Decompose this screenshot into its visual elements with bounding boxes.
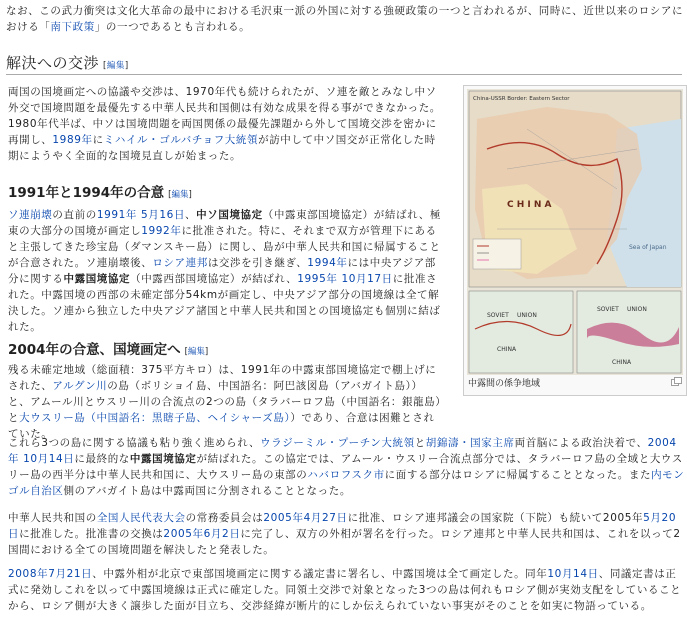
link-1994[interactable]: 1994年 xyxy=(307,257,348,269)
link-oct-14[interactable]: 10月14日 xyxy=(23,453,75,465)
link-jul-21[interactable]: 7月21日 xyxy=(48,568,93,580)
map-label-sea: Sea of Japan xyxy=(629,244,667,251)
enlarge-icon[interactable] xyxy=(671,377,682,386)
link-may-20[interactable]: 5月20日 xyxy=(8,512,677,540)
paragraph-remaining-areas: 残る未確定地域（総面積：375平方キロ）は、1991年の中露東部国境協定で棚上げにされた、アルグン川の島（ボリショイ島、中国語名：阿巴該図島（アバガイト島））と、アムール川とウスリー川の合流点の2つの島（タラバーロフ島（中国語名：銀龍島）と大ウスリー島（中国語名：黒瞎子島、ヘイシャーズ島））であり、合意は困難とされていた。 xyxy=(8,364,442,440)
border-map-image[interactable] xyxy=(467,89,683,375)
inset-label-soviet-right: SOVIET xyxy=(597,306,619,313)
edit-link-2004[interactable]: [編集] xyxy=(184,347,209,357)
inset-label-union: UNION xyxy=(517,312,537,319)
link-1989[interactable]: 1989年 xyxy=(52,134,93,146)
inset-map-left xyxy=(469,291,573,373)
paragraph-2004-agreement: これら3つの島に関する協議も粘り強く進められ、ウラジーミル・プーチン大統領と胡錦濤・国家主席両首脳による政治決着で、2004年 10月14日に最終的な中露国境協定が結ばれた。この協定では、アムール・ウスリー合流点部分では、タラバーロフ島の全域と大ウスリー島の西半分は中華人民共和国に、大ウスリー島の東部のハバロフスク市に面する部分はロシアに帰属することとなった。また内モンゴル自治区側のアバガイト島は中露両国に分割されることとなった。 xyxy=(8,437,685,497)
section-heading-2004: 2004年の合意、国境画定へ [編集] xyxy=(8,342,209,358)
paragraph-2008: 2008年7月21日、中露外相が北京で東部国境画定に関する議定書に署名し、中露国境は全て画定した。同年10月14日、同議定書は正式に発効しこれを以って中露国境線は正式に確定した。同領土交渉で対象となった3つの島は何れもロシア側が実効支配をしていることから、ロシア側が大きく譲歩した面が目立ち、交渉経緯が断片的にしか伝えられていない事実がそのことを如実に物語っている。 xyxy=(8,568,682,612)
link-2005-b[interactable]: 2005年 xyxy=(163,528,204,540)
paragraph-ratification: 中華人民共和国の全国人民代表大会の常務委員会は2005年4月27日に批准、ロシア連邦議会の国家院（下院）も続いて2005年5月20日に批准した。批准書の交換は2005年6月2日に完了し、双方の外相が署名を行った。ロシア連邦と中華人民共和国は、これを以って2国間における全ての国境問題を解決したと発表した。 xyxy=(8,512,681,556)
link-hu-jintao[interactable]: 胡錦濤・国家主席 xyxy=(425,437,515,449)
link-may-16[interactable]: 5月16日 xyxy=(141,209,186,221)
link-bolshoy-ussuriysky[interactable]: 大ウスリー島（中国語名：黒瞎子島、ヘイシャーズ島） xyxy=(19,412,291,424)
bold-sino-russian-agreement: 中露国境協定 xyxy=(63,273,131,285)
edit-link-solution[interactable]: [編集] xyxy=(103,61,129,71)
inset-label-union-right: UNION xyxy=(627,306,647,313)
inset-label-china-right: CHINA xyxy=(612,359,632,366)
link-soviet-collapse[interactable]: ソ連崩壊 xyxy=(8,209,53,221)
edit-link-1991[interactable]: [編集] xyxy=(168,190,192,200)
link-southward-policy[interactable]: 南下政策 xyxy=(50,21,95,33)
bold-sino-soviet-agreement: 中ソ国境協定 xyxy=(196,209,263,221)
link-oct-17[interactable]: 10月17日 xyxy=(341,273,393,285)
map-caption: 中露間の係争地域 xyxy=(468,379,541,389)
link-1991[interactable]: 1991年 xyxy=(96,209,138,221)
link-inner-mongolia[interactable]: 内モンゴル自治区 xyxy=(8,469,685,497)
inset-label-china: CHINA xyxy=(497,346,517,353)
link-putin[interactable]: ウラジーミル・プーチン大統領 xyxy=(260,437,415,449)
map-thumbnail[interactable] xyxy=(463,85,687,396)
link-2005-a[interactable]: 2005年 xyxy=(263,512,304,524)
link-apr-27[interactable]: 4月27日 xyxy=(303,512,348,524)
link-russian-federation[interactable]: ロシア連邦 xyxy=(152,257,208,269)
bold-agreement-2004: 中露国境協定 xyxy=(129,453,197,465)
section-heading-solution: 解決への交渉 [編集] xyxy=(6,52,682,75)
intro-paragraph-tail: なお、この武力衝突は文化大革命の最中における毛沢東一派の外国に対する強硬政策の一つと言われるが、同時に、近世以来のロシアにおける「南下政策」の一つであるとも言われる。 xyxy=(6,5,684,33)
paragraph-negotiation: 両国の国境画定への協議や交渉は、1970年代も続けられたが、ソ連を敵とみなし中ソ外交で国境問題を最優先する中華人民共和国側は有効な成果を得る事ができなかった。1980年代半ば、中ソは国境問題を両国関係の最優先課題から外して国境交渉を密かに再開し、1989年にミハイル・ゴルバチョフ大統領が訪中して中ソ国交が正常化した時期にようやく全面的な国境見直しが始まった。 xyxy=(8,86,441,162)
link-khabarovsk[interactable]: ハバロフスク市 xyxy=(307,469,385,481)
link-npc[interactable]: 全国人民代表大会 xyxy=(96,512,186,524)
link-oct-14-2008[interactable]: 10月14日 xyxy=(547,568,599,580)
link-2004[interactable]: 2004年 xyxy=(8,437,677,465)
link-jun-2[interactable]: 6月2日 xyxy=(203,528,241,540)
link-2008[interactable]: 2008年 xyxy=(8,568,49,580)
map-title: China-USSR Border: Eastern Sector xyxy=(473,96,570,102)
link-gorbachev[interactable]: ミハイル・ゴルバチョフ大統領 xyxy=(103,134,259,146)
link-argun-river[interactable]: アルグン川 xyxy=(52,380,108,392)
map-label-china: C H I N A xyxy=(507,200,552,210)
section-heading-1991: 1991年と1994年の合意 [編集] xyxy=(8,185,192,201)
map-legend xyxy=(473,239,521,269)
paragraph-1991: ソ連崩壊の直前の1991年 5月16日、中ソ国境協定（中露東部国境協定）が結ばれ、極東の大部分の国境が画定し1992年に批准された。特に、それまで双方が管理下にあると主張してきた珍宝島（ダマンスキー島）に関し、島が中華人民共和国に帰属することが合意された。ソ連崩壊後、ロシア連邦は交渉を引き継ぎ、1994年には中央アジア部分に関する中露国境協定（中露西部国境協定）が結ばれ、1995年 10月17日に批准された。中露国境の西部の未確定部分54kmが画定し、中央アジア部分の国境線は全て解決した。ソ連から独立した中央アジア諸国と中華人民共和国との国境協定も個別に結ばれた。 xyxy=(8,209,441,333)
link-1995[interactable]: 1995年 xyxy=(297,273,338,285)
link-1992[interactable]: 1992年 xyxy=(141,225,182,237)
inset-label-soviet: SOVIET xyxy=(487,312,509,319)
